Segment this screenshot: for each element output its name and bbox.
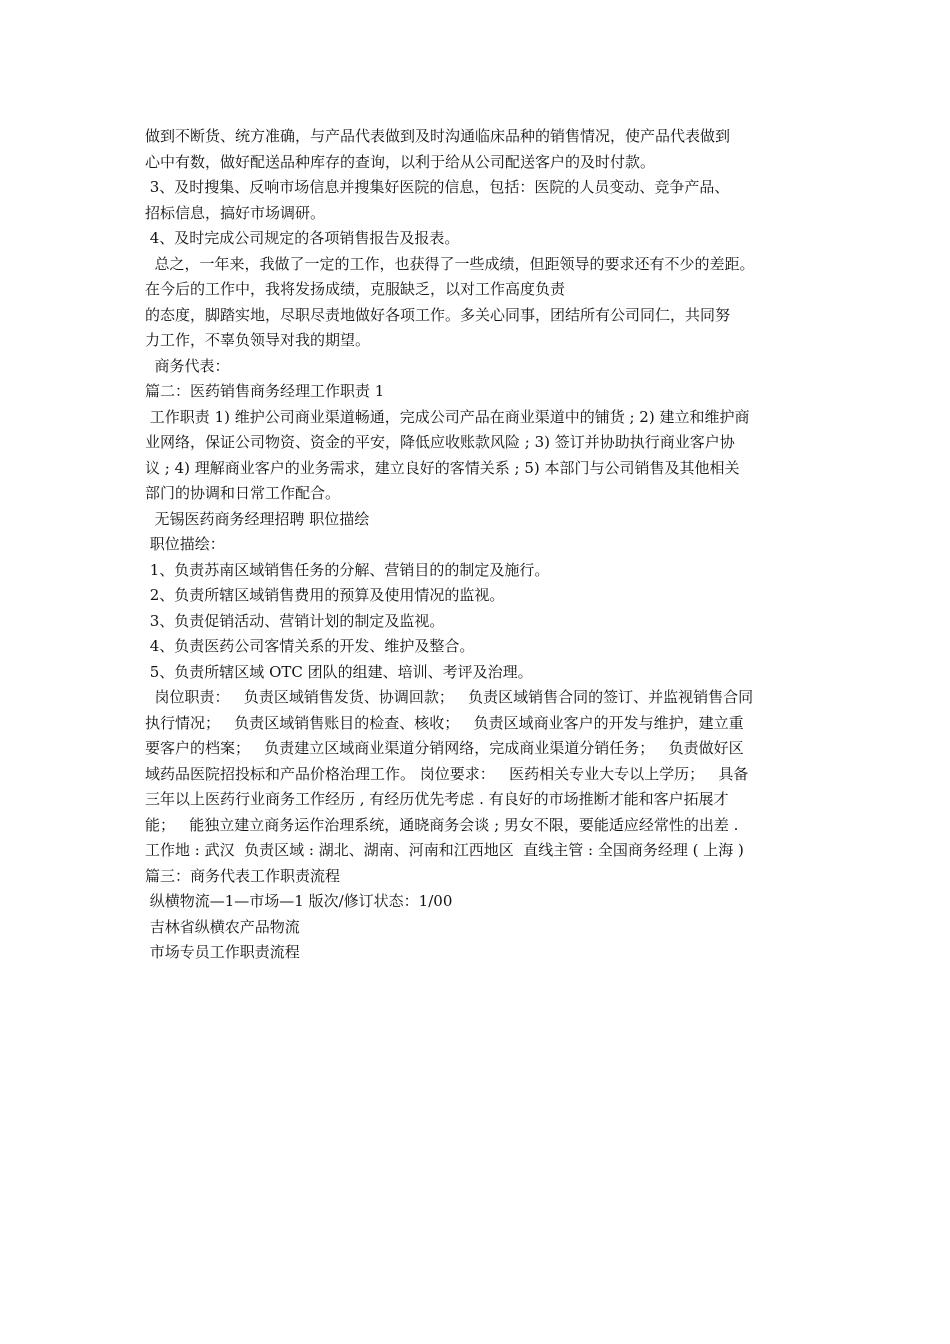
text-line: 力工作，不辜负领导对我的期望。: [145, 331, 371, 349]
text-line: 执行情况； 负责区域销售账目的检查、核收； 负责区域商业客户的开发与维护，建立重: [145, 713, 744, 732]
text-line: 工作地 : 武汉 负责区域 : 湖北、湖南、河南和江西地区 直线主管 : 全国商务经理 ( 上海 ): [145, 841, 744, 859]
text-line: 业网络，保证公司物资、资金的平安，降低应收账款风险 ; 3) 签订并协助执行商业客户协: [145, 433, 735, 451]
text-line: 的态度，脚踏实地，尽职尽责地做好各项工作。多关心同事，团结所有公司同仁，共同努: [145, 305, 731, 324]
text-line: 4、及时完成公司规定的各项销售报告及报表。: [145, 229, 460, 247]
text-line: 纵横物流—1—市场—1 版次/修订状态：1/00: [145, 892, 453, 910]
list-item: 1、负责苏南区域销售任务的分解、营销目的的制定及施行。: [145, 560, 550, 579]
text-line: 心中有数，做好配送品种库存的查询，以利于给从公司配送客户的及时付款。: [145, 152, 656, 171]
text-line: 总之，一年来，我做了一定的工作，也获得了一些成绩，但距领导的要求还有不少的差距。: [145, 254, 755, 273]
text-line: 商务代表：: [145, 356, 230, 375]
text-line: 部门的协调和日常工作配合。: [145, 484, 341, 502]
text-line: 在今后的工作中，我将发扬成绩，克服缺乏，以对工作高度负责: [145, 280, 566, 298]
document-body: [145, 124, 825, 966]
text-line: 招标信息，搞好市场调研。: [145, 203, 326, 222]
text-line: 吉林省纵横农产品物流: [145, 917, 300, 936]
text-line: 议 ; 4) 理解商业客户的业务需求，建立良好的客情关系 ; 5) 本部门与公司销售及其他相关: [145, 458, 740, 477]
text-line: 域药品医院招投标和产品价格治理工作。 岗位要求： 医药相关专业大专以上学历； 具备: [145, 764, 749, 783]
list-item: 3、负责促销活动、营销计划的制定及监视。: [145, 611, 445, 630]
text-line: 工作职责 1) 维护公司商业渠道畅通，完成公司产品在商业渠道中的铺货 ; 2) 建立和维护商: [145, 407, 750, 426]
text-line: 市场专员工作职责流程: [145, 943, 300, 961]
section-heading: 篇二：医药销售商务经理工作职责 1: [145, 382, 385, 400]
text-line: 3、及时搜集、反响市场信息并搜集好医院的信息，包括：医院的人员变动、竞争产品、: [145, 178, 730, 196]
list-item: 2、负责所辖区域销售费用的预算及使用情况的监视。: [145, 586, 505, 604]
text-line: 做到不断货、统方准确，与产品代表做到及时沟通临床品种的销售情况，使产品代表做到: [145, 127, 731, 145]
list-item: 5、负责所辖区域 OTC 团队的组建、培训、考评及治理。: [145, 662, 533, 681]
text-line: 三年以上医药行业商务工作经历 , 有经历优先考虑 . 有良好的市场推断才能和客户拓展才: [145, 790, 729, 808]
text-line: 职位描绘：: [145, 535, 225, 553]
text-line: 能； 能独立建立商务运作治理系统，通晓商务会谈 ; 男女不限，要能适应经常性的出差 .: [145, 815, 739, 834]
text-line: 要客户的档案； 负责建立区域商业渠道分销网络，完成商业渠道分销任务； 负责做好区: [145, 739, 744, 757]
text-line: 无锡医药商务经理招聘 职位描绘: [145, 509, 370, 528]
list-item: 4、负责医药公司客情关系的开发、维护及整合。: [145, 637, 475, 655]
text-line: 岗位职责： 负责区域销售发货、协调回款； 负责区域销售合同的签订、并监视销售合同: [145, 688, 754, 706]
section-heading: 篇三：商务代表工作职责流程: [145, 866, 341, 885]
